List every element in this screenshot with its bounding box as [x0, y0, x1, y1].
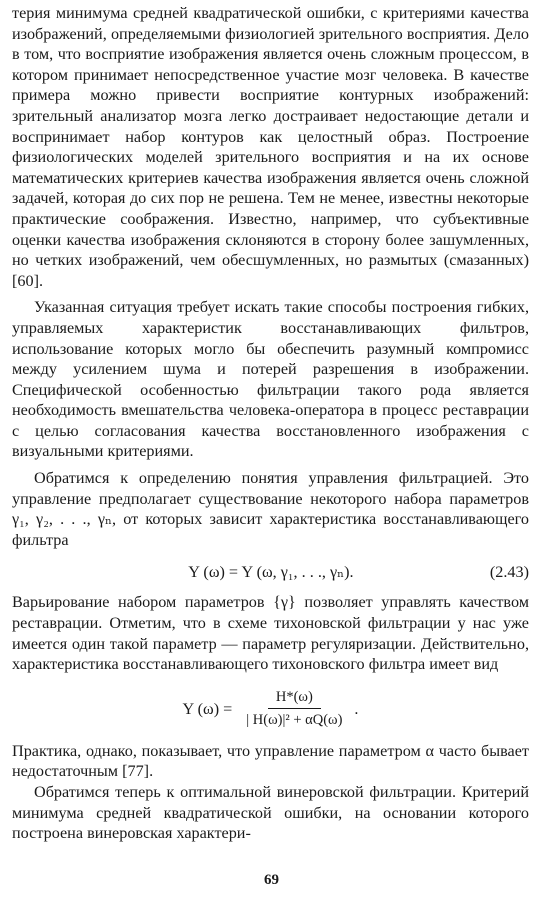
paragraph-variation: Варьирование набором параметров {γ} позволяет управлять качеством реставрации. Отметим, что в схеме тихоновской фильтрации у нас уже имеется один такой параметр — параметр регуляризации. Действительно, характеристика восстанавливающего тихоновского фильтра имеет вид	[12, 593, 529, 674]
page-number: 69	[264, 872, 279, 888]
paragraph-control: Обратимся к определению понятия управления фильтрацией. Это управление предполагает существование некоторого набора параметров γ₁, γ₂, . . ., γₙ, от которых зависит характеристика восстанавливающего фильтра	[12, 469, 529, 549]
equation-tikhonov-period: .	[354, 699, 359, 718]
equation-tikhonov-denominator: | H(ω)|² + αQ(ω)	[246, 712, 343, 729]
paragraph-wiener: Обратимся теперь к оптимальной винеровской фильтрации. Критерий минимума средней квадратической ошибки, на основании которого построена винеровская характери-	[12, 783, 529, 843]
equation-tikhonov-numerator: H*(ω)	[268, 688, 321, 709]
paragraph-situation: Указанная ситуация требует искать такие способы построения гибких, управляемых характеристик восстанавливающих фильтров, использование которых могло бы обеспечить разумный компромисс между усилением шума и потерей разрешения в изображении. Специфической особенностью фильтрации такого рода является необходимость вмешательства человека-оператора в процесс реставрации с целью согласования качества восстановленного изображения с визуальными критериями.	[12, 298, 529, 461]
page-body	[12, 3, 529, 844]
equation-tikhonov-filter	[12, 681, 529, 737]
equation-tikhonov-lhs: Y (ω) =	[182, 699, 233, 718]
equation-2-43	[12, 558, 529, 586]
equation-2-43-number: (2.43)	[489, 563, 529, 582]
paragraph-continuation: терия минимума средней квадратической ошибки, с критериями качества изображений, определяемыми физиологией зрительного восприятия. Дело в том, что восприятие изображения является очень сложным процессом, в котором принимает непосредственное участие мозг человека. В качестве примера можно привести восприятие контурных изображений: зрительный анализатор мозга легко достраивает недостающие детали и воспринимает набор контуров как целостный образ. Построение физиологических моделей зрительного восприятия и на их основе математических критериев качества изображения является очень сложной задачей, которая до сих пор не решена. Тем не менее, известны некоторые практические соображения. Известно, например, что субъективные оценки качества изображения склоняются в сторону более зашумленных, но четких изображений, чем обесшумленных, но размытых (смазанных) [60].	[12, 4, 529, 290]
equation-tikhonov-fraction	[238, 688, 350, 729]
equation-2-43-expression: Y (ω) = Y (ω, γ₁, . . ., γₙ).	[188, 563, 354, 582]
paragraph-practice: Практика, однако, показывает, что управление параметром α часто бывает недостаточным [77].	[12, 741, 529, 781]
